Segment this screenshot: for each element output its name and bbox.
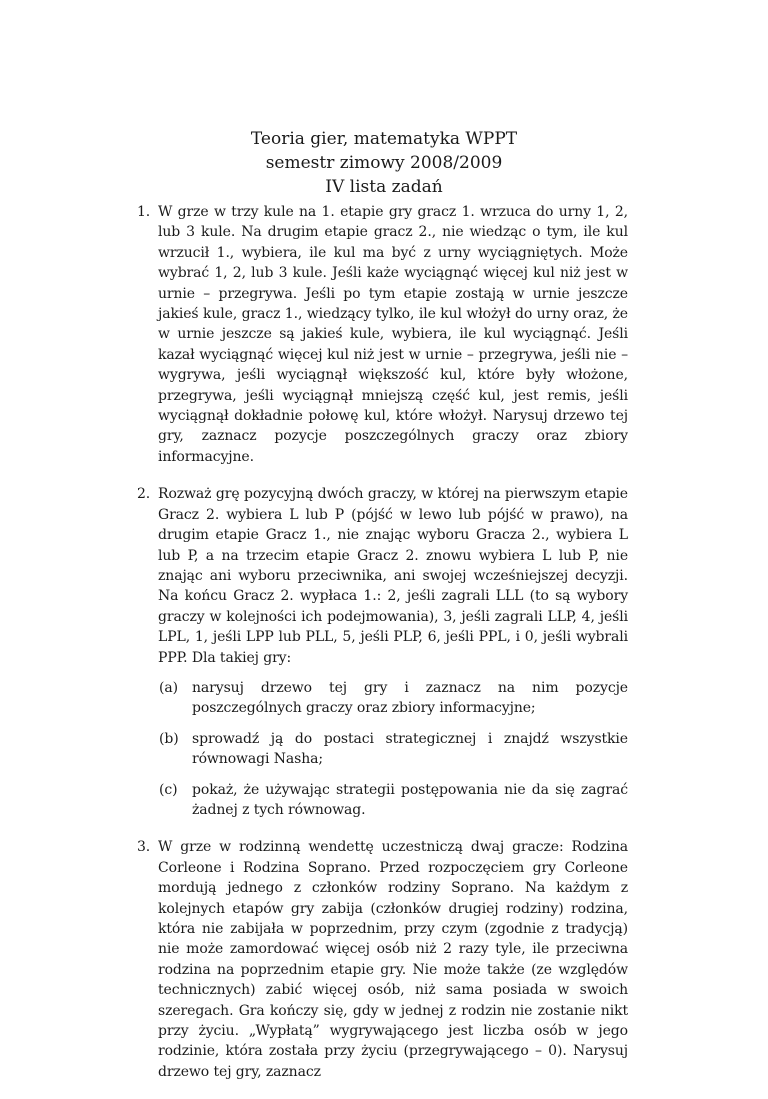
subproblem-item xyxy=(159,678,628,719)
problem-list xyxy=(137,202,628,1099)
subproblem-text: sprowadź ją do postaci strategicznej i znajdź wszystkie równowagi Nasha; xyxy=(192,730,628,768)
subproblem-text: narysuj drzewo tej gry i zaznacz na nim pozycje poszczególnych graczy oraz zbiory informacyjne; xyxy=(192,679,628,717)
problem-number: 1. xyxy=(137,204,151,220)
problem-text: Rozważ grę pozycyjną dwóch graczy, w której na pierwszym etapie Gracz 2. wybiera L lub P (pójść w lewo lub pójść w prawo), na drugim etapie Gracz 1., nie znając wyboru Gracza 2., wybiera L lub P, a na trzecim etapie Gracz 2. znowu wybiera L lub P, nie znając ani wyboru przeciwnika, ani swojej wcześniejszej decyzji. Na końcu Gracz 2. wypłaca 1.: 2, jeśli zagrali LLL (to są wybory graczy w kolejności ich podejmowania), 3, jeśli zagrali LLP, 4, jeśli LPL, 1, jeśli LPP lub PLL, 5, jeśli PLP, 6, jeśli PPL, i 0, jeśli wybrali PPP. Dla takiej gry: xyxy=(158,486,628,666)
list-title: IV lista zadań xyxy=(325,177,443,197)
problem-item xyxy=(137,484,628,820)
subproblem-label: (b) xyxy=(159,730,179,747)
course-title: Teoria gier, matematyka WPPT xyxy=(250,129,518,149)
semester-line: semestr zimowy 2008/2009 xyxy=(265,153,503,173)
problem-item xyxy=(137,202,628,467)
problem-text: W grze w trzy kule na 1. etapie gry gracz 1. wrzuca do urny 1, 2, lub 3 kule. Na drugim etapie gracz 2., nie wiedząc o tym, ile kul wrzucił 1., wybiera, ile kul ma być z urny wyciągniętych. Może wybrać 1, 2, lub 3 kule. Jeśli każe wyciągnąć więcej kul niż jest w urnie – przegrywa. Jeśli po tym etapie zostają w urnie jeszcze jakieś kule, gracz 1., wiedzący tylko, ile kul włożył do urny oraz, że w urnie jeszcze są jakieś kule, wybiera, ile kul wyciągnąć. Jeśli kazał wyciągnąć więcej kul niż jest w urnie – przegrywa, jeśli nie – wygrywa, jeśli wyciągnął większość kul, które były włożone, przegrywa, jeśli wyciągnął mniejszą część kul, jest remis, jeśli wyciągnął dokładnie połowę kul, które włożył. Narysuj drzewo tej gry, zaznacz pozycje poszczególnych graczy oraz zbiory informacyjne. xyxy=(158,204,628,465)
subproblem-label: (a) xyxy=(159,679,178,696)
document-header xyxy=(0,127,768,199)
problem-number: 3. xyxy=(137,839,151,856)
subproblem-item xyxy=(159,729,628,770)
subproblem-label: (c) xyxy=(159,781,178,798)
subproblem-text: pokaż, że używając strategii postępowania nie da się zagrać żadnej z tych równowag. xyxy=(192,781,628,818)
subproblem-item xyxy=(159,780,628,821)
problem-item xyxy=(137,837,628,1082)
problem-text: W grze w rodzinną wendettę uczestniczą dwaj gracze: Rodzina Corleone i Rodzina Soprano. Przed rozpoczęciem gry Corleone mordują jednego z członków rodziny Soprano. Na każdym z kolejnych etapów gry zabija (członków drugiej rodziny) rodzina, która nie zabijała w poprzednim, przy czym (zgodnie z tradycją) nie może zamordować więcej osób niż 2 razy tyle, ile przeciwna rodzina na poprzednim etapie gry. Nie może także (ze względów technicznych) zabić więcej osób, niż sama posiada w swoich szeregach. Gra kończy się, gdy w jednej z rodzin nie zostanie nikt przy życiu. „Wypłatą” wygrywającego jest liczba osób w jego rodzinie, która została przy życiu (przegrywającego – 0). Narysuj drzewo tej gry, zaznacz xyxy=(158,839,628,1080)
problem-number: 2. xyxy=(137,486,151,503)
